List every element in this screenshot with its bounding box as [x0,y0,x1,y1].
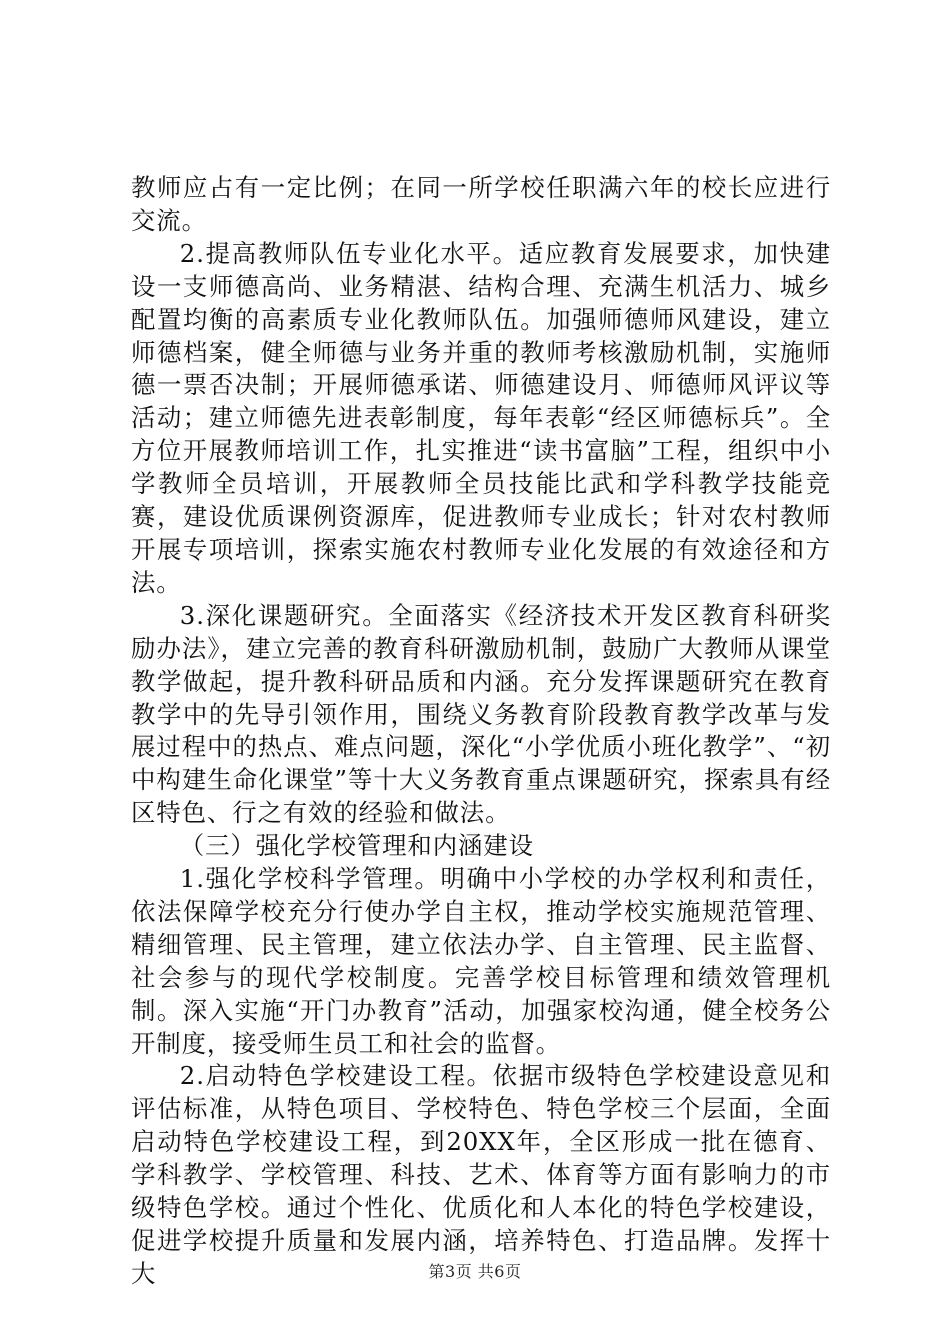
document-body [131,172,831,1291]
page-number-footer: 第3页 共6页 [428,1262,522,1281]
paragraph-research-topics: 3.深化课题研究。全面落实《经济技术开发区教育科研奖励办法》，建立完善的教育科研激励机制，鼓励广大教师从课堂教学做起，提升教科研品质和内涵。充分发挥课题研究在教育教学中的先导引领作用，围绕义务教育阶段教育教学改革与发展过程中的热点、难点问题，深化“小学优质小班化教学”、“初中构建生命化课堂”等十大义务教育重点课题研究，探索具有经区特色、行之有效的经验和做法。 [131,600,831,828]
paragraph-featured-schools: 2.启动特色学校建设工程。依据市级特色学校建设意见和评估标准，从特色项目、学校特色、特色学校三个层面，全面启动特色学校建设工程，到20XX年，全区形成一批在德育、学科教学、学校管理、科技、艺术、体育等方面有影响力的市级特色学校。通过个性化、优质化和人本化的特色学校建设，促进学校提升质量和发展内涵，培养特色、打造品牌。发挥十大 [131,1061,831,1288]
paragraph-teacher-professionalization: 2.提高教师队伍专业化水平。适应教育发展要求，加快建设一支师德高尚、业务精湛、结构合理、充满生机活力、城乡配置均衡的高素质专业化教师队伍。加强师德师风建设，建立师德档案，健全师德与业务并重的教师考核激励机制，实施师德一票否决制；开展师德承诺、师德建设月、师德师风评议等活动；建立师德先进表彰制度，每年表彰“经区师德标兵”。全方位开展教师培训工作，扎实推进“读书富脑”工程，组织中小学教师全员培训，开展教师全员技能比武和学科教学技能竞赛，建设优质课例资源库，促进教师专业成长；针对农村教师开展专项培训，探索实施农村教师专业化发展的有效途径和方法。 [131,238,831,597]
section-heading: （三）强化学校管理和内涵建设 [179,831,534,861]
paragraph-continuation: 教师应占有一定比例；在同一所学校任职满六年的校长应进行交流。 [131,173,831,235]
paragraph-school-management: 1.强化学校科学管理。明确中小学校的办学权利和责任，依法保障学校充分行使办学自主权，推动学校实施规范管理、精细管理、民主管理，建立依法办学、自主管理、民主监督、社会参与的现代学校制度。完善学校目标管理和绩效管理机制。深入实施“开门办教育”活动，加强家校沟通，健全校务公开制度，接受师生员工和社会的监督。 [131,864,831,1058]
